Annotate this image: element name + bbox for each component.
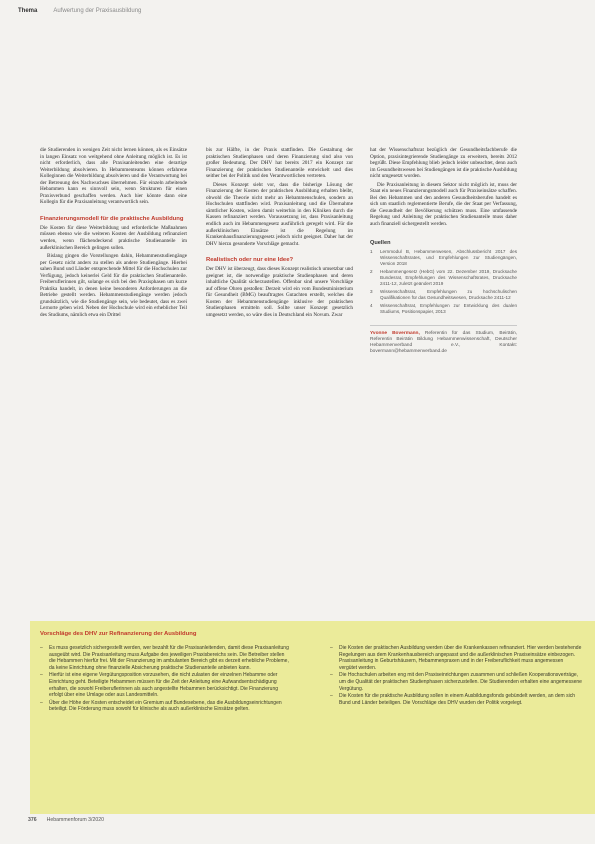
proposal-list (330, 645, 582, 706)
paragraph: die Studierenden in wenigen Zeit nicht lernen können, als es Einsätze in langen Einsatz von weitgehend ohne Anleitung möglich ist. Es ist nicht erforderlich, dass alle Praxisanleitenden eine derartige Weiterbildung absolvieren. In Hebammenteams können erfahrene Kolleginnen die Weiterbildung absolvieren und die Verantwortung bei der Betreuung des Nachwuchses übernehmen. Für einzeln arbeitende Hebammen kann es sinnvoll sein, wenn Strukturen für einen Praxisverbund geschaffen werden. Auch hier könnte dann eine Kollegin für die Praxisanleitung verantwortlich sein. (40, 147, 187, 206)
source-text: Hebammengesetz (HebG) vom 22. Dezember 2019, Drucksache Bundesrat, Empfehlungen des Wissenschaftsrates, Drucksache 2411-12, zuletzt geändert 2019 (380, 269, 517, 287)
source-number: 4 (370, 303, 373, 309)
paragraph: Die Kosten für diese Weiterbildung und erforderliche Maßnahmen müssen ebenso wie die weiteren Kosten der Ausbildung refinanziert werden, wenn flächendeckend praktische Studienanteile im außerklinischen Bereich gelingen sollen. (40, 224, 187, 251)
proposal-item: – Es muss gesetzlich sichergestellt werden, wer bezahlt für die Praxisanleitenden, damit diese Praxisanleitung ausgeübt wird. Die Praxisanleitung muss Aufgabe des jeweiligen Praxisbereichs sein. Die Betreiber stellen die Hebammen hierfür frei. Mit der Finanzierung im ambulanten Bereich gibt es derzeit erhebliche Probleme, da keine Einrichtung ohne finanzielle Absicherung praktische Studienanteile anbieten kann. (40, 645, 292, 671)
header-topic: Thema (18, 8, 38, 14)
proposal-item: – Über die Höhe der Kosten entscheidet ein Gremium auf Bundesebene, das die Ausbildungseinrichtungen beteiligt. Die Förderung muss sowohl für klinische als auch außerklinische Einsätze gelten. (40, 700, 292, 713)
journal-name: Hebammenforum 3/2020 (46, 817, 105, 823)
paragraph: Bislang gingen die Vorstellungen dahin, Hebammenstudiengänge per Gesetz nicht anders zu stellen als andere Studiengänge. Hierbei sahen Bund und Länder entsprechende Mittel für die Hochschulen zur Verfügung, jedoch keinerlei Geld für die praktischen Studienanteile. Freiberuflerinnen gilt, solange es sich bei den Praxisphasen um kurze Praktika handelt, in denen keine besonderen Anforderungen an die Betriebe gestellt werden. Hebammenstudiengänge werden jedoch grundsätzlich, wie die Studiengänge sein, wie bedeutet, dass es zwei Lernorte geben wird. Neben der Hochschule wird ein erheblicher Teil des Studiums, nämlich etwa ein Drittel (40, 253, 187, 319)
proposal-item: – Die Hochschulen arbeiten eng mit den Praxiseinrichtungen zusammen und schließen Kooperationsverträge, um die Qualität der praktischen Studienphasen sicherzustellen. Die Studierenden erhalten eine angemessene Vergütung. (330, 672, 582, 692)
info-box-column-right (330, 645, 582, 707)
text-column-3 (370, 147, 517, 355)
page-footer (28, 817, 104, 823)
section-heading: Realistisch oder nur eine Idee? (206, 257, 294, 264)
source-item (370, 249, 517, 267)
sources-list (370, 249, 517, 315)
source-text: Wissenschaftsrat, Empfehlungen zur Entwicklung des dualen Studiums, Positionspapier, 2013 (380, 303, 517, 315)
source-text: Lernmodul B, Hebammenwesen, Abschlussbericht 2017 des Wissenschaftsrates, und Empfehlungen zur Studiengängen, Version 2018 (380, 249, 517, 267)
proposal-item: – Die Kosten für die praktische Ausbildung sollen in einem Ausbildungsfonds gebündelt werden, an dem sich Bund und Länder beteiligen. Die Vorschläge des DHV wurden der Politik vorgelegt. (330, 693, 582, 706)
paragraph: bis zur Hälfte, in der Praxis stattfinden. Die Gestaltung der praktischen Studienphasen und deren Finanzierung sind also von großer Bedeutung. Der DHV hat bereits 2017 ein Konzept zur Finanzierung der praktischen Studienanteile entwickelt und dies seither bei der Politik und den Verantwortlichen vertreten. (206, 147, 353, 180)
proposal-item: – Die Kosten der praktischen Ausbildung werden über die Krankenkassen refinanziert. Hier werden bestehende Regelungen aus dem Krankenhausbereich angepasst und die außerklinischen Praxiseinsätze einbezogen. Praxisanleitung in Geburtshäusern, Hebammenpraxen und in der Freiberuflichkeit muss angemessen vergütet werden. (330, 645, 582, 671)
source-number: 1 (370, 249, 373, 255)
running-header (18, 8, 141, 14)
paragraph: hat der Wissenschaftsrat bezüglich der Gesundheitsfachberufe die Option, praxisintegrierende Studiengänge zu erweitern, bereits 2012 begrüßt. Diese Empfehlung blieb jedoch leider unbeachtet, denn auch im Gesundheitswesen bei Studiengängen ist die praktische Ausbildung nicht umgesetzt worden. (370, 147, 517, 180)
proposal-list (40, 645, 292, 713)
source-item (370, 303, 517, 315)
source-item (370, 289, 517, 301)
proposal-item: – Hierfür ist eine eigene Vergütungsposition vorzusehen, die nicht zulasten der einzelnen Hebamme oder Einrichtung geht. Beteiligte Hebammen müssen für die Zeit der Anleitung eine Aufwandsentschädigung erhalten, die sowohl Freiberuflerinnen als auch angestellte Hebammen berücksichtigt. Die Finanzierung erfolgt über eine Umlage oder aus Landesmitteln. (40, 672, 292, 698)
info-box (30, 621, 595, 814)
source-number: 2 (370, 269, 373, 275)
source-text: Wissenschaftsrat, Empfehlungen zu hochschulischen Qualifikationen für das Gesundheitswesen, Drucksache 2411-12 (380, 289, 517, 301)
text-column-2 (206, 147, 353, 321)
header-subtitle: Aufwertung der Praxisausbildung (53, 8, 142, 14)
paragraph: Die Praxisanleitung in diesem Sektor nicht möglich ist, muss der Staat ein neues Finanzierungsmodell auch für Praxiseinsätze schaffen. Bei den Hebammen und den anderen Gesundheitsberufen handelt es sich um staatlich reglementierte Berufe, die der Staat per Verfassung, die Gesundheit der Bevölkerung schützen muss. Eine umfassende Regelung und Anleitung der praktischen Studienanteile muss daher auch finanziell sichergestellt werden. (370, 181, 517, 228)
author-description: Referentin für das Studium, Beirätin, Referentin Beirätin Bildung Hebammenwissenschaft, Deutscher Hebammenverband e.V., Kontakt: bovermann@hebammenverband.de (370, 331, 517, 355)
sources-heading: Quellen (370, 239, 391, 246)
page-number: 376 (28, 817, 37, 823)
author-name: Yvonne Bovermann, (370, 331, 420, 337)
text-column-1 (40, 147, 187, 321)
source-number: 3 (370, 289, 373, 295)
author-bio (370, 325, 517, 355)
paragraph: Der DHV ist überzeugt, dass dieses Konzept realistisch umsetzbar und geeignet ist, die notwendige praktische Studienphasen und deren inhaltliche Qualität sicherzustellen. Offenbar sind unsere Vorschläge auf offene Ohren gestoßen: Derzeit wird ein vom Bundesministerium für Gesundheit (BMG) beauftragtes Gutachten erstellt, welches die Kosten der Hebammenstudiengänge inklusive der praktischen Studienphasen ermitteln soll. Sollte unser Konzept gesetzlich umgesetzt werden, so wäre dies in Deutschland ein Novum. Zwar (206, 266, 353, 319)
source-item (370, 269, 517, 287)
section-heading: Finanzierungsmodell für die praktische Ausbildung (40, 215, 184, 222)
paragraph: Dieses Konzept sieht vor, dass die bisherige Lösung der Finanzierung der Kosten der praktischen Ausbildung erhalten bleibt, obwohl die Theorie nicht mehr an Hebammenschulen, sondern an Hochschulen stattfinden wird. Praxisanleitung und die Übernahme sämtlicher Kosten, wären damit weiterhin in den Kliniken durch die Kassen refinanziert werden. Voraussetzung ist, dass Praxisanleitung endlich auch im Hebammengesetz ausführlich geregelt wird. Für die außerklinischen Einsätze ist die Regelung im Krankenhausfinanzierungsgesetz jedoch nicht geeignet. Daher hat der DHV hierzu gesonderte Vorschläge gemacht. (206, 181, 353, 247)
info-box-title: Vorschläge des DHV zur Refinanzierung der Ausbildung (40, 631, 197, 637)
info-box-column-left (40, 645, 292, 714)
